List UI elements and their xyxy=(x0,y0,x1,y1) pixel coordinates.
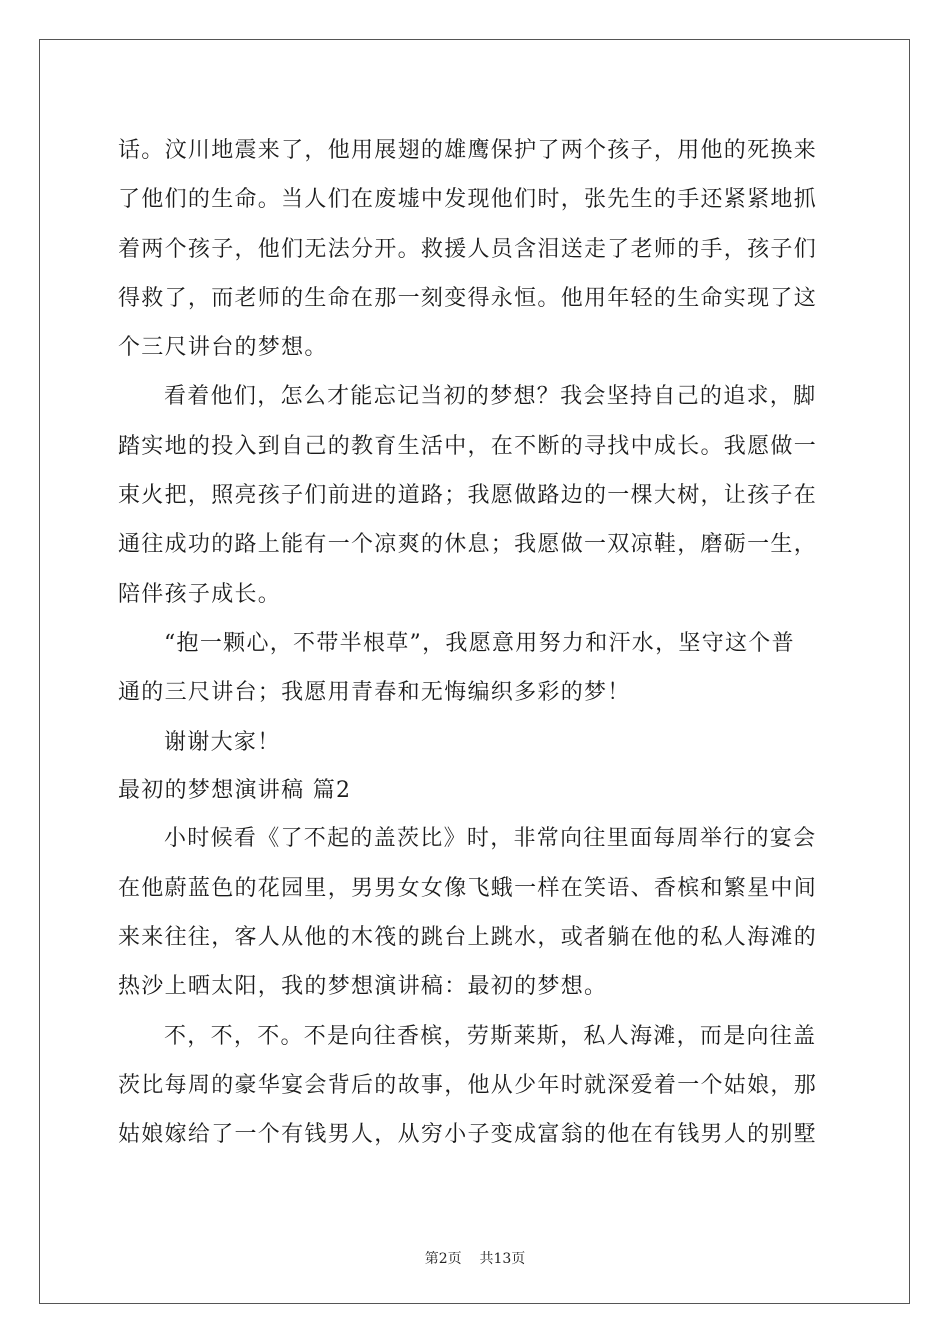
paragraph-first-line: 看着他们，怎么才能忘记当初的梦想？我会坚持自己的追求，脚 xyxy=(164,384,817,410)
text-line: 得救了，而老师的生命在那一刻变得永恒。他用年轻的生命实现了这 xyxy=(118,285,818,311)
page-total: 共13页 xyxy=(479,1251,526,1267)
text-line: 了他们的生命。当人们在废墟中发现他们时，张先生的手还紧紧地抓 xyxy=(118,187,818,213)
text-line: 来来往往，客人从他的木筏的跳台上跳水，或者躺在他的私人海滩的 xyxy=(118,924,818,950)
text-line: 踏实地的投入到自己的教育生活中，在不断的寻找中成长。我愿做一 xyxy=(118,433,818,459)
paragraph-first-line: 不，不，不。不是向往香槟，劳斯莱斯，私人海滩，而是向往盖 xyxy=(164,1023,817,1049)
text-line: 热沙上晒太阳，我的梦想演讲稿：最初的梦想。 xyxy=(118,974,608,1000)
text-line: 束火把，照亮孩子们前进的道路；我愿做路边的一棵大树，让孩子在 xyxy=(118,483,818,509)
text-line: 姑娘嫁给了一个有钱男人，从穷小子变成富翁的他在有钱男人的别墅 xyxy=(118,1122,818,1148)
paragraph-first-line: “抱一颗心，不带半根草”，我愿意用努力和汗水，坚守这个普 xyxy=(164,630,795,656)
text-line: 陪伴孩子成长。 xyxy=(118,581,282,607)
text-line: 话。汶川地震来了，他用展翅的雄鹰保护了两个孩子，用他的死换来 xyxy=(118,138,818,163)
text-line: 在他蔚蓝色的花园里，男男女女像飞蛾一样在笑语、香槟和繁星中间 xyxy=(118,875,818,901)
page-number: 第2页 xyxy=(424,1251,462,1267)
paragraph-first-line: 小时候看《了不起的盖茨比》时，非常向往里面每周举行的宴会 xyxy=(164,826,817,852)
text-line: 通往成功的路上能有一个凉爽的休息；我愿做一双凉鞋，磨砺一生， xyxy=(118,532,818,558)
section-heading: 最初的梦想演讲稿 篇2 xyxy=(118,777,352,803)
page-footer xyxy=(0,1248,950,1268)
text-line: 茨比每周的豪华宴会背后的故事，他从少年时就深爱着一个姑娘，那 xyxy=(118,1072,818,1098)
text-line: 个三尺讲台的梦想。 xyxy=(118,335,328,361)
document-body xyxy=(118,126,834,1159)
closing-line: 谢谢大家！ xyxy=(164,729,281,755)
text-line: 通的三尺讲台；我愿用青春和无悔编织多彩的梦！ xyxy=(118,680,631,706)
text-line: 着两个孩子，他们无法分开。救援人员含泪送走了老师的手，孩子们 xyxy=(118,236,818,262)
